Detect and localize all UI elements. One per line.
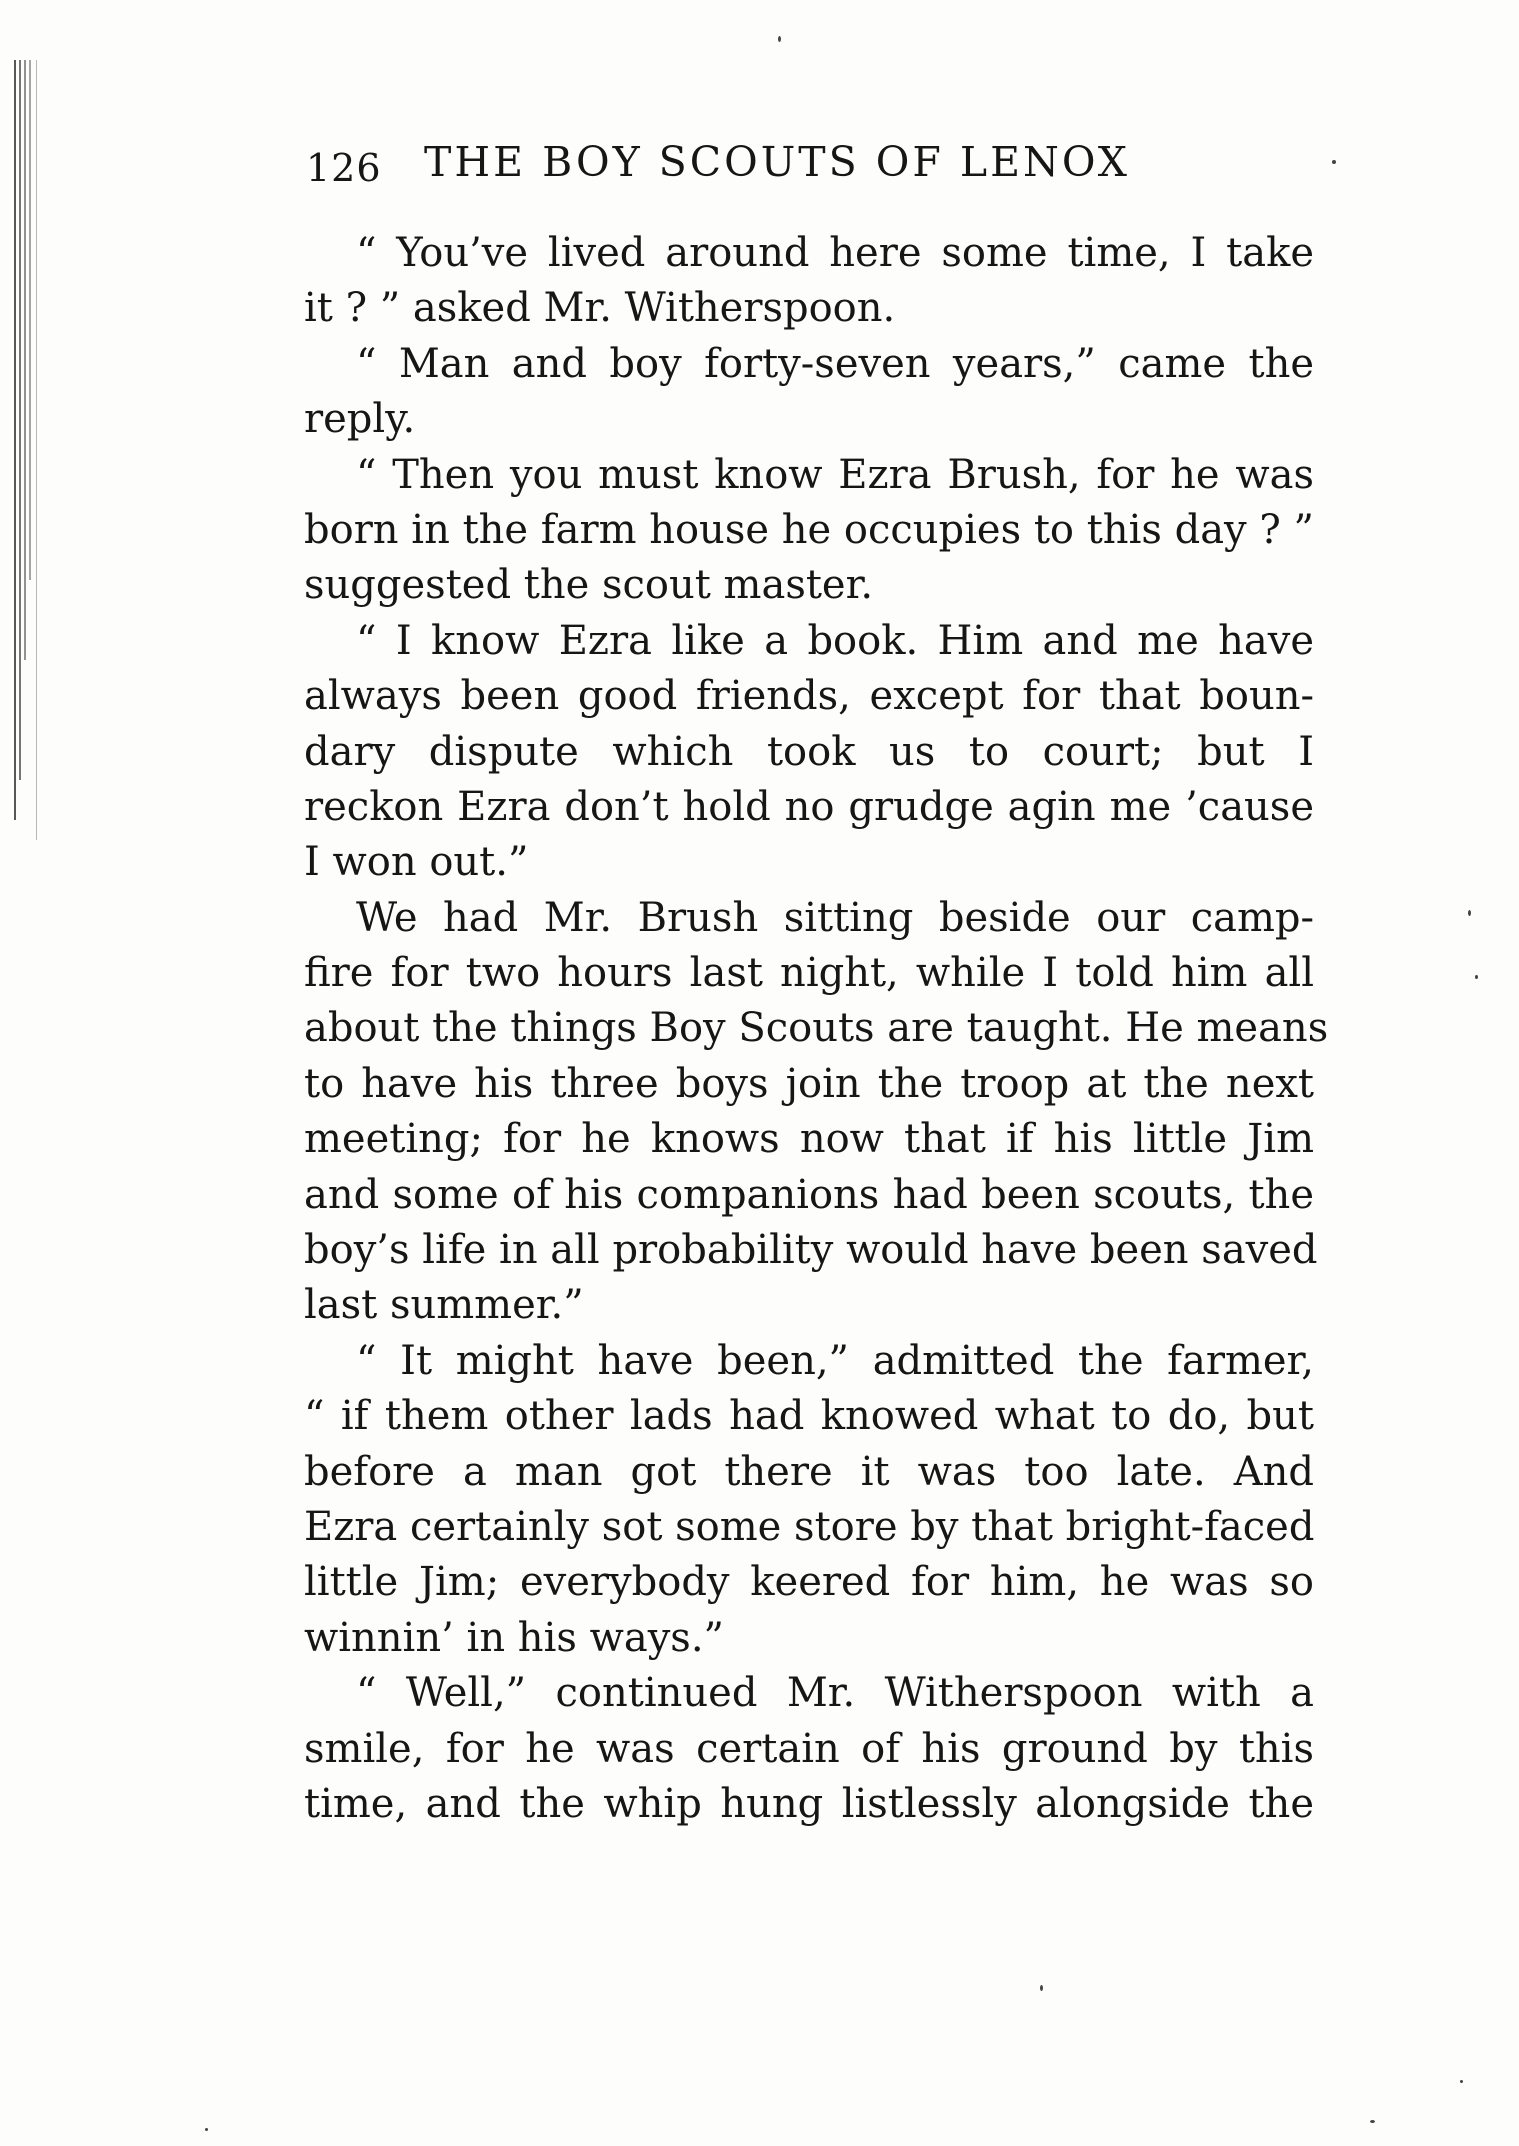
paper-speck bbox=[1460, 2080, 1463, 2083]
body-text bbox=[304, 226, 1329, 1832]
running-head bbox=[306, 138, 1316, 198]
text-line: before a man got there it was too late. And bbox=[304, 1448, 1314, 1495]
text-line: last summer.” bbox=[304, 1282, 584, 1329]
text-line: “ I know Ezra like a book. Him and me have bbox=[356, 617, 1314, 664]
text-line: about the things Boy Scouts are taught. He means bbox=[304, 1005, 1329, 1052]
text-line: “ if them other lads had knowed what to do, but bbox=[304, 1393, 1314, 1440]
text-line: “ Well,” continued Mr. Witherspoon with a bbox=[356, 1670, 1314, 1717]
paper-speck bbox=[1040, 1985, 1043, 1991]
text-line: reckon Ezra don’t hold no grudge agin me ’cause bbox=[304, 783, 1314, 830]
text-line: We had Mr. Brush sitting beside our camp- bbox=[356, 894, 1314, 941]
text-line: and some of his companions had been scouts, the bbox=[304, 1171, 1314, 1218]
text-line: it ? ” asked Mr. Witherspoon. bbox=[304, 285, 896, 332]
paper-speck bbox=[205, 2128, 208, 2131]
book-title: THE BOY SCOUTS OF LENOX bbox=[424, 138, 1130, 186]
text-line: to have his three boys join the troop at the next bbox=[304, 1060, 1314, 1107]
page-number: 126 bbox=[306, 146, 382, 190]
text-line: meeting; for he knows now that if his little Jim bbox=[304, 1116, 1314, 1163]
text-line: always been good friends, except for that boun- bbox=[304, 673, 1314, 720]
text-line: Ezra certainly sot some store by that bright-faced bbox=[304, 1503, 1315, 1550]
text-line: I won out.” bbox=[304, 839, 529, 886]
text-line: boy’s life in all probability would have been saved bbox=[304, 1227, 1318, 1274]
text-line: winnin’ in his ways.” bbox=[304, 1614, 724, 1661]
binding-edge-marks bbox=[14, 60, 44, 840]
text-line: dary dispute which took us to court; but I bbox=[304, 728, 1314, 775]
text-line: reply. bbox=[304, 396, 416, 443]
text-line: “ Man and boy forty-seven years,” came the bbox=[356, 340, 1314, 387]
text-line: “ Then you must know Ezra Brush, for he was bbox=[356, 451, 1314, 498]
text-line: fire for two hours last night, while I told him all bbox=[304, 950, 1314, 997]
text-line: little Jim; everybody keered for him, he was so bbox=[304, 1559, 1314, 1606]
paper-speck bbox=[1468, 910, 1471, 916]
text-line: born in the farm house he occupies to this day ? ” bbox=[304, 506, 1314, 553]
paper-speck bbox=[1475, 975, 1478, 979]
paper-speck bbox=[1332, 160, 1336, 164]
paper-speck bbox=[778, 36, 781, 42]
text-line: smile, for he was certain of his ground by this bbox=[304, 1725, 1314, 1772]
text-line: time, and the whip hung listlessly alongside the bbox=[304, 1780, 1314, 1827]
paper-speck bbox=[1370, 2120, 1375, 2123]
text-line: “ It might have been,” admitted the farmer, bbox=[356, 1337, 1314, 1384]
text-line: suggested the scout master. bbox=[304, 562, 874, 609]
text-line: “ You’ve lived around here some time, I take bbox=[356, 230, 1314, 276]
